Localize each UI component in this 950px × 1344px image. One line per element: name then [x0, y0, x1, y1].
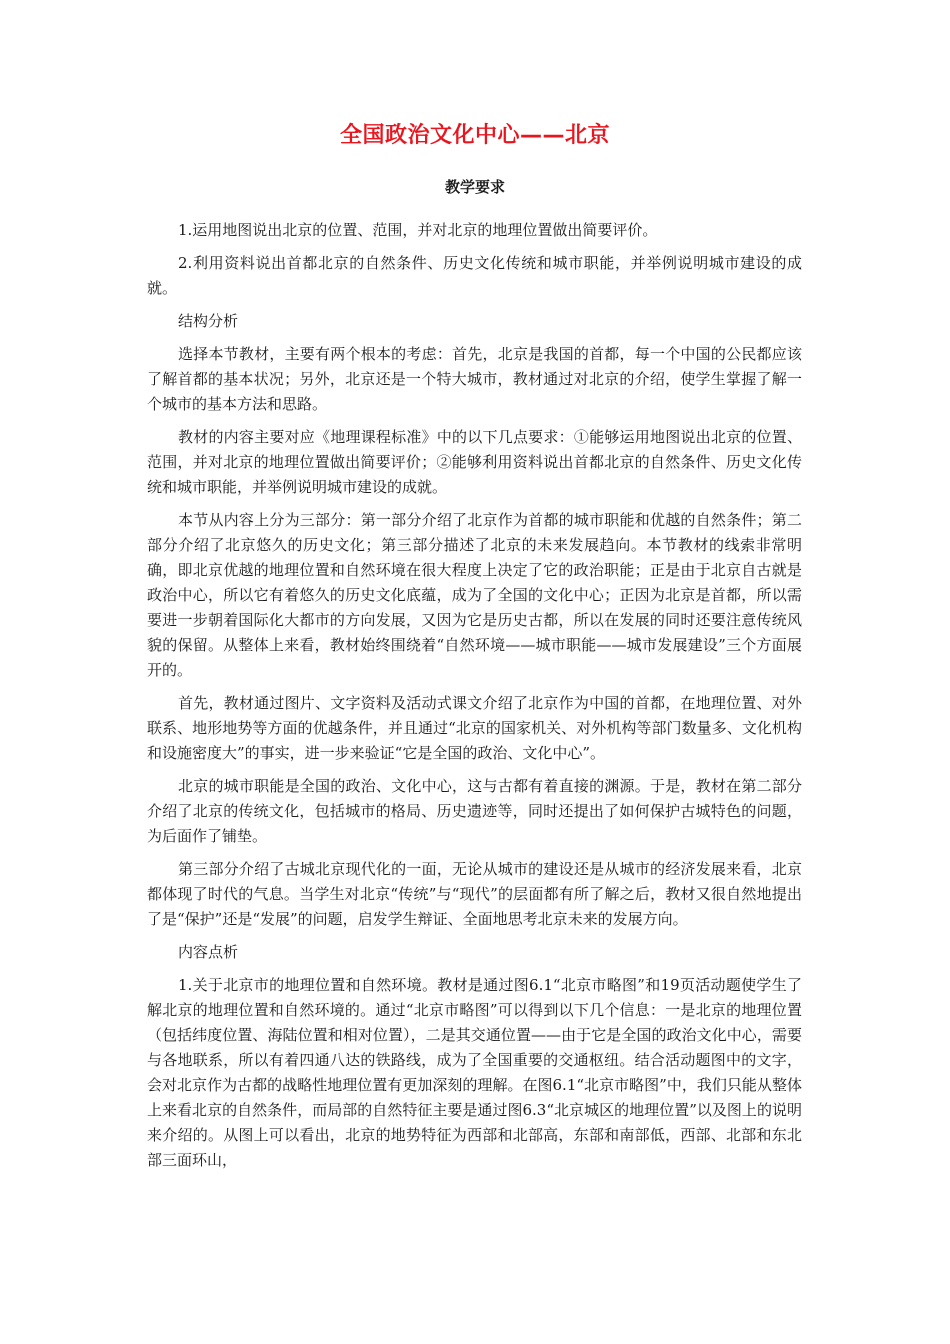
paragraph: 本节从内容上分为三部分：第一部分介绍了北京作为首都的城市职能和优越的自然条件；第二部分介绍了北京悠久的历史文化；第三部分描述了北京的未来发展趋向。本节教材的线索非常明确，即北京优越的地理位置和自然环境在很大程度上决定了它的政治职能；正是由于北京自古就是政治中心，所以它有着悠久的历史文化底蕴，成为了全国的文化中心；正因为北京是首都，所以需要进一步朝着国际化大都市的方向发展，又因为它是历史古都，所以在发展的同时还要注意传统风貌的保留。从整体上来看，教材始终围绕着“自然环境——城市职能——城市发展建设”三个方面展开的。 [147, 511, 802, 679]
section-heading-teaching-requirements: 教学要求 [444, 178, 505, 196]
paragraph: 第三部分介绍了古城北京现代化的一面，无论从城市的建设还是从城市的经济发展来看，北京都体现了时代的气息。当学生对北京“传统”与“现代”的层面都有所了解之后，教材又很自然地提出了是“保护”还是“发展”的问题，启发学生辩证、全面地思考北京未来的发展方向。 [147, 860, 802, 928]
section-heading-structure-analysis: 结构分析 [178, 312, 239, 330]
paragraph: 选择本节教材，主要有两个根本的考虑：首先，北京是我国的首都，每一个中国的公民都应该了解首都的基本状况；另外，北京还是一个特大城市，教材通过对北京的介绍，使学生掌握了解一个城市的基本方法和思路。 [147, 345, 802, 413]
section-heading-content-analysis: 内容点析 [178, 943, 239, 961]
requirement-item-2: 2.利用资料说出首都北京的自然条件、历史文化传统和城市职能，并举例说明城市建设的成就。 [147, 254, 802, 297]
document-title: 全国政治文化中心——北京 [339, 123, 610, 148]
requirement-item-1: 1.运用地图说出北京的位置、范围，并对北京的地理位置做出简要评价。 [178, 221, 658, 239]
document-body [147, 218, 802, 1181]
paragraph: 教材的内容主要对应《地理课程标准》中的以下几点要求：①能够运用地图说出北京的位置、范围，并对北京的地理位置做出简要评价；②能够利用资料说出首都北京的自然条件、历史文化传统和城市职能，并举例说明城市建设的成就。 [147, 428, 802, 496]
paragraph: 1.关于北京市的地理位置和自然环境。教材是通过图6.1“北京市略图”和19页活动题使学生了解北京的地理位置和自然环境的。通过“北京市略图”可以得到以下几个信息：一是北京的地理位置（包括纬度位置、海陆位置和相对位置），二是其交通位置——由于它是全国的政治文化中心，需要与各地联系，所以有着四通八达的铁路线，成为了全国重要的交通枢纽。结合活动题图中的文字，会对北京作为古都的战略性地理位置有更加深刻的理解。在图6.1“北京市略图”中，我们只能从整体上来看北京的自然条件，而局部的自然特征主要是通过图6.3“北京城区的地理位置”以及图上的说明来介绍的。从图上可以看出，北京的地势特征为西部和北部高，东部和南部低，西部、北部和东北部三面环山， [147, 976, 802, 1169]
paragraph: 首先，教材通过图片、文字资料及活动式课文介绍了北京作为中国的首都，在地理位置、对外联系、地形地势等方面的优越条件，并且通过“北京的国家机关、对外机构等部门数量多、文化机构和设施密度大”的事实，进一步来验证“它是全国的政治、文化中心”。 [147, 694, 802, 762]
paragraph: 北京的城市职能是全国的政治、文化中心，这与古都有着直接的渊源。于是，教材在第二部分介绍了北京的传统文化，包括城市的格局、历史遗迹等，同时还提出了如何保护古城特色的问题，为后面作了铺垫。 [147, 777, 802, 845]
